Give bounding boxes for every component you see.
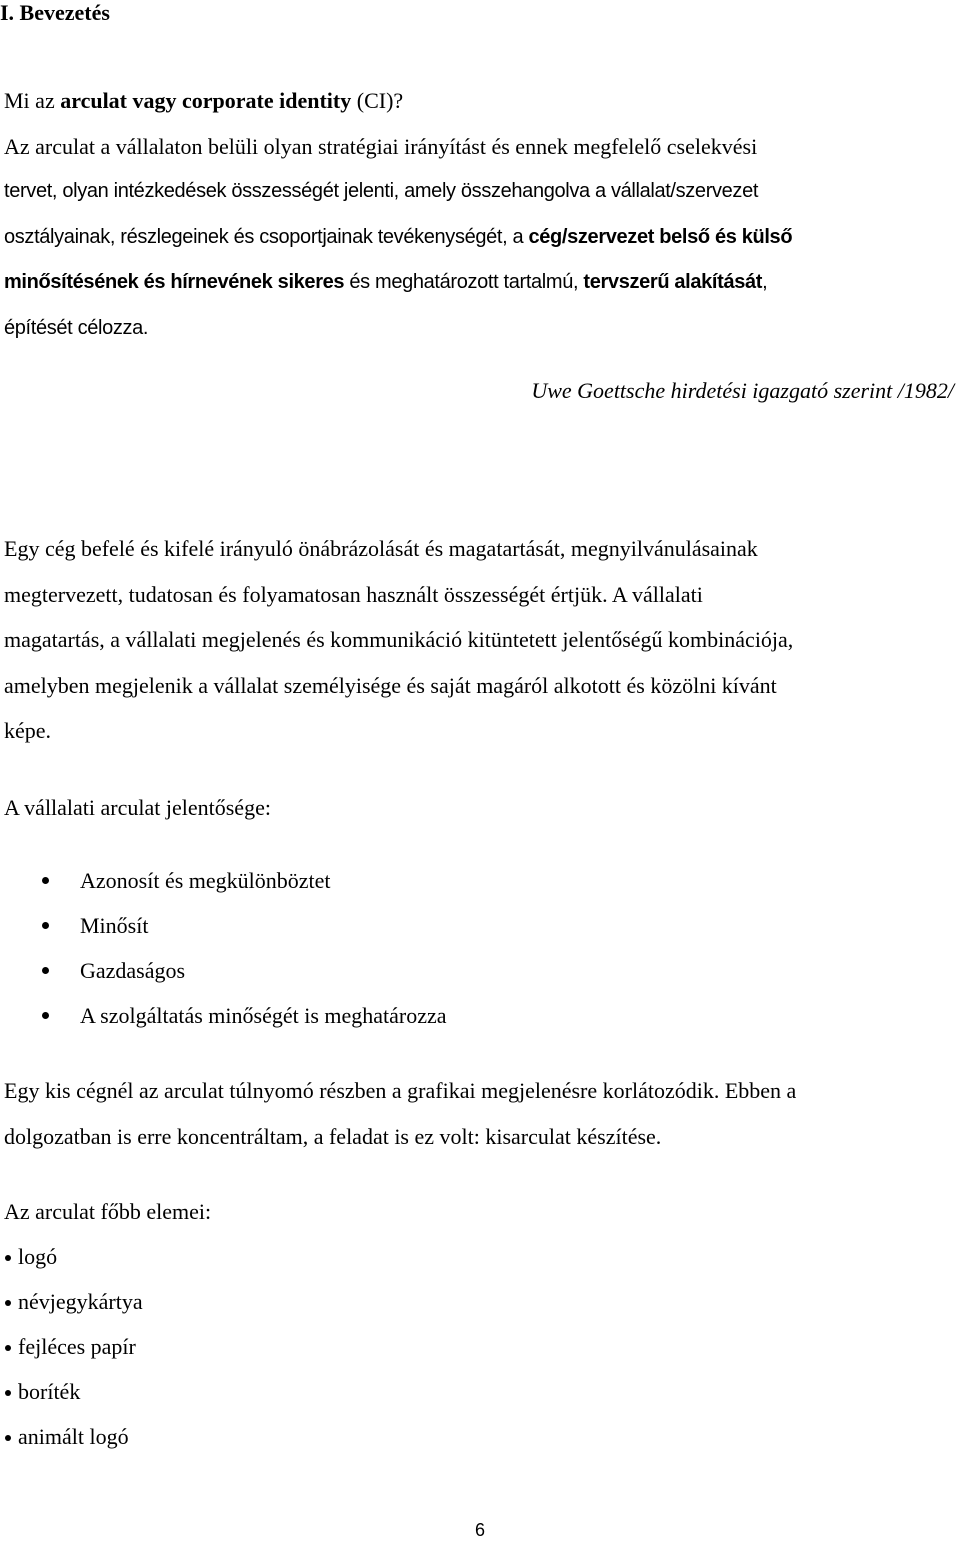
bullet-icon — [5, 1435, 11, 1441]
definition-line: képe. — [4, 718, 52, 743]
definition-line: megtervezett, tudatosan és folyamatosan használt összességét értjük. A vállalati — [4, 581, 703, 607]
bullet-icon — [42, 922, 49, 929]
document-page: I. Bevezetés Mi az arculat vagy corporate identity (CI)? Az arculat a vállalaton belüli olyan stratégiai irányítást és ennek megfelelő cselekvési tervet, olyan intézkedések összességét jelenti, amely összehangolva a vállalat/szervezet osztályainak, részlegeinek és csoportjainak tevékenységét, a cég/szervezet belső és külső minősítésének és hírnevének sikeres és meghatározott tartalmú, tervszerű alakítását, építését célozza. Uwe Goettsche hirdetési igazgató szerint /1982/ Egy cég befelé és kifelé irányuló önábrázolását és magatartását, megnyilvánulásainak megtervezett, tudatosan és folyamatosan használt összességét értjük. A vállalati magatartás, a vállalati megjelenés és kommunikáció kitüntetett jelentőségű kombinációja, amelyben megjelenik a vállalat személyisége és saját magáról alkotott és közölni kívánt képe. A vállalati arculat jelentősége: Azonosít és megkülönböztet Minősít Gazdaságos A szolgáltatás minőségét is meghatározza Egy kis cégnél az arculat túlnyomó részben a grafikai megjelenésre korlátozódik. Ebben a dolgozatban is erre koncentráltam, a feladat is ez volt: kisarculat készítése. Az arculat főbb elemei: logó névjegykártya fejléces papír boríték animált logó 6 — [0, 0, 960, 1544]
bullet-icon — [5, 1390, 11, 1396]
bullet-icon — [42, 877, 49, 884]
paragraph-line: Egy kis cégnél az arculat túlnyomó részben a grafikai megjelenésre korlátozódik. Ebben a — [4, 1078, 797, 1103]
intro-line-3: tervet, olyan intézkedések összességét jelenti, amely összehangolva a vállalat/szervezet — [4, 180, 759, 202]
bullet-icon — [42, 967, 49, 974]
section-heading: I. Bevezetés — [0, 0, 110, 25]
intro-line-4: osztályainak, részlegeinek és csoportjainak tevékenységét, a cég/szervezet belső és külső — [4, 225, 793, 248]
intro-line-6: építését célozza. — [4, 316, 149, 339]
significance-title: A vállalati arculat jelentősége: — [4, 795, 271, 820]
intro-line-2: Az arculat a vállalaton belüli olyan stratégiai irányítást és ennek megfelelő cselekvési — [4, 133, 758, 159]
small-company-paragraph — [4, 1068, 796, 1159]
bullet-icon — [5, 1255, 11, 1261]
quote-attribution: Uwe Goettsche hirdetési igazgató szerint /1982/ — [531, 378, 954, 403]
intro-line-5: minősítésének és hírnevének sikeres és meghatározott tartalmú, tervszerű alakítását, — [4, 271, 768, 293]
definition-paragraph — [4, 526, 954, 754]
bullet-icon — [5, 1345, 11, 1351]
bullet-icon — [5, 1300, 11, 1306]
intro-line-1: Mi az arculat vagy corporate identity (CI)? — [4, 88, 404, 113]
elements-title: Az arculat főbb elemei: — [4, 1199, 212, 1224]
page-number: 6 — [474, 1520, 485, 1540]
bullet-icon — [42, 1012, 49, 1019]
intro-paragraph — [4, 78, 954, 351]
definition-line: magatartás, a vállalati megjelenés és kommunikáció kitüntetett jelentőségű kombinációja, — [4, 627, 794, 652]
definition-line: Egy cég befelé és kifelé irányuló önábrázolását és magatartását, megnyilvánulásainak — [4, 536, 758, 561]
paragraph-line: dolgozatban is erre koncentráltam, a feladat is ez volt: kisarculat készítése. — [4, 1123, 662, 1149]
definition-line: amelyben megjelenik a vállalat személyisége és saját magáról alkotott és közölni kívánt — [4, 672, 777, 698]
